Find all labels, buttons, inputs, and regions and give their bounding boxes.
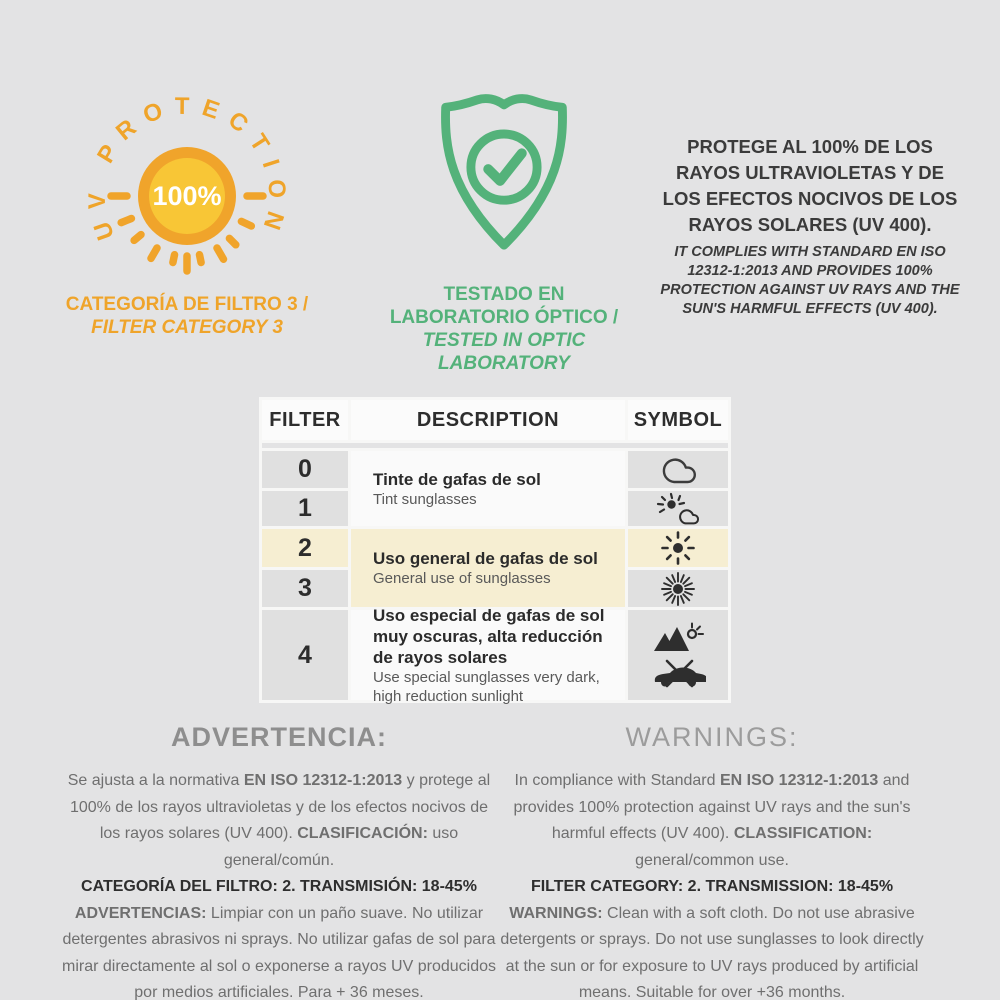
protection-note-english: IT COMPLIES WITH STANDARD EN ISO 12312-1:2013 AND PROVIDES 100% PROTECTION AGAINST UV RAYS AND THE SUN'S HARMFUL EFFECTS (UV 400).	[660, 244, 960, 317]
description-secondary: General use of sunglasses	[373, 570, 551, 587]
description-primary: Tinte de gafas de sol	[373, 469, 541, 489]
symbol-cell-2	[628, 529, 728, 567]
description-group-1	[351, 529, 625, 607]
warnings-heading-en: WARNINGS:	[625, 722, 799, 752]
filter-category-caption-en: FILTER CATEGORY 3	[91, 317, 283, 338]
warnings-section-es	[58, 722, 500, 1000]
bright-sun-icon	[658, 569, 698, 609]
warnings-heading-es: ADVERTENCIA:	[170, 722, 387, 752]
filter-value-3: 3	[262, 570, 348, 607]
symbol-cell-3	[628, 570, 728, 607]
symbol-cell-4	[628, 610, 728, 700]
warnings-es-paragraph-3: ADVERTENCIAS: Limpiar con un paño suave. No utilizar detergentes abrasivos ni sprays. No utilizar gafas de sol para mirar directamente al sol o exponerse a rayos UV producidos por medios artificiales. Para + 36 meses.	[62, 904, 496, 1000]
column-header-description: DESCRIPTION	[351, 400, 625, 440]
mountains-sun-icon	[651, 622, 705, 654]
sun-icon	[659, 529, 697, 567]
protection-note	[660, 134, 960, 319]
lab-tested-caption-es: TESTADO EN LABORATORIO ÓPTICO /	[389, 284, 619, 328]
warnings-en-paragraph-3: WARNINGS: Clean with a soft cloth. Do not use abrasive detergents or sprays. Do not use sunglasses to look directly at the sun or for exposure to UV rays produced by artificial means. Suitable for over +36 months.	[500, 904, 924, 1000]
car-crossed-icon	[650, 659, 706, 689]
lab-tested-caption-en: TESTED IN OPTIC LABORATORY	[422, 330, 586, 374]
description-secondary: Use special sunglasses very dark, high reduction sunlight	[373, 668, 600, 705]
symbol-cell-0	[628, 451, 728, 488]
filter-category-caption-es: CATEGORÍA DE FILTRO 3 /	[65, 294, 309, 315]
warnings-es-filter-category-line: CATEGORÍA DEL FILTRO: 2. TRANSMISIÓN: 18-45%	[81, 878, 477, 895]
uv-arc-text: UV PROTECTION	[83, 92, 291, 244]
uv-percent-label: 100%	[152, 181, 222, 211]
header-gap	[262, 443, 728, 448]
description-group-0	[351, 451, 625, 526]
filter-value-2: 2	[262, 529, 348, 567]
warnings-es-paragraph-1: Se ajusta a la normativa EN ISO 12312-1:2013 y protege al 100% de los rayos ultravioletas y de los efectos nocivos de los rayos solares (UV 400). CLASIFICACIÓN: uso general/común.	[67, 772, 491, 869]
warnings-en-paragraph-1: In compliance with Standard EN ISO 12312-1:2013 and provides 100% protection against UV rays and the sun's harmful effects (UV 400). CLASSIFICATION: general/common use.	[513, 772, 911, 869]
description-secondary: Tint sunglasses	[373, 490, 477, 508]
cloud-icon	[656, 454, 700, 486]
symbol-stack	[650, 622, 706, 689]
description-primary: Uso especial de gafas de sol muy oscuras, alta reducción de rayos solares	[373, 605, 605, 667]
protection-note-spanish: PROTEGE AL 100% DE LOS RAYOS ULTRAVIOLETAS Y DE LOS EFECTOS NOCIVOS DE LOS RAYOS SOLARES (UV 400).	[662, 136, 958, 235]
description-primary: Uso general de gafas de sol	[373, 549, 598, 568]
shield-check-icon	[434, 92, 574, 258]
filter-value-1: 1	[262, 491, 348, 526]
warnings-body-es	[58, 768, 500, 1000]
filter-category-table	[259, 397, 731, 703]
column-header-symbol: SYMBOL	[628, 400, 728, 440]
warnings-en-filter-category-line: FILTER CATEGORY: 2. TRANSMISSION: 18-45%	[530, 878, 894, 895]
lab-tested-caption	[368, 283, 640, 375]
warnings-body-en	[492, 768, 932, 1000]
sun-behind-cloud-icon	[655, 491, 701, 527]
filter-value-0: 0	[262, 451, 348, 488]
column-header-filter: FILTER	[262, 400, 348, 440]
symbol-cell-1	[628, 491, 728, 526]
description-group-2	[351, 605, 625, 705]
warnings-section-en	[492, 722, 932, 1000]
uv-sun-icon	[46, 84, 328, 282]
filter-value-4: 4	[262, 610, 348, 700]
filter-category-caption	[46, 293, 328, 339]
uv-protection-badge	[46, 84, 328, 339]
lab-tested-badge	[368, 92, 640, 375]
